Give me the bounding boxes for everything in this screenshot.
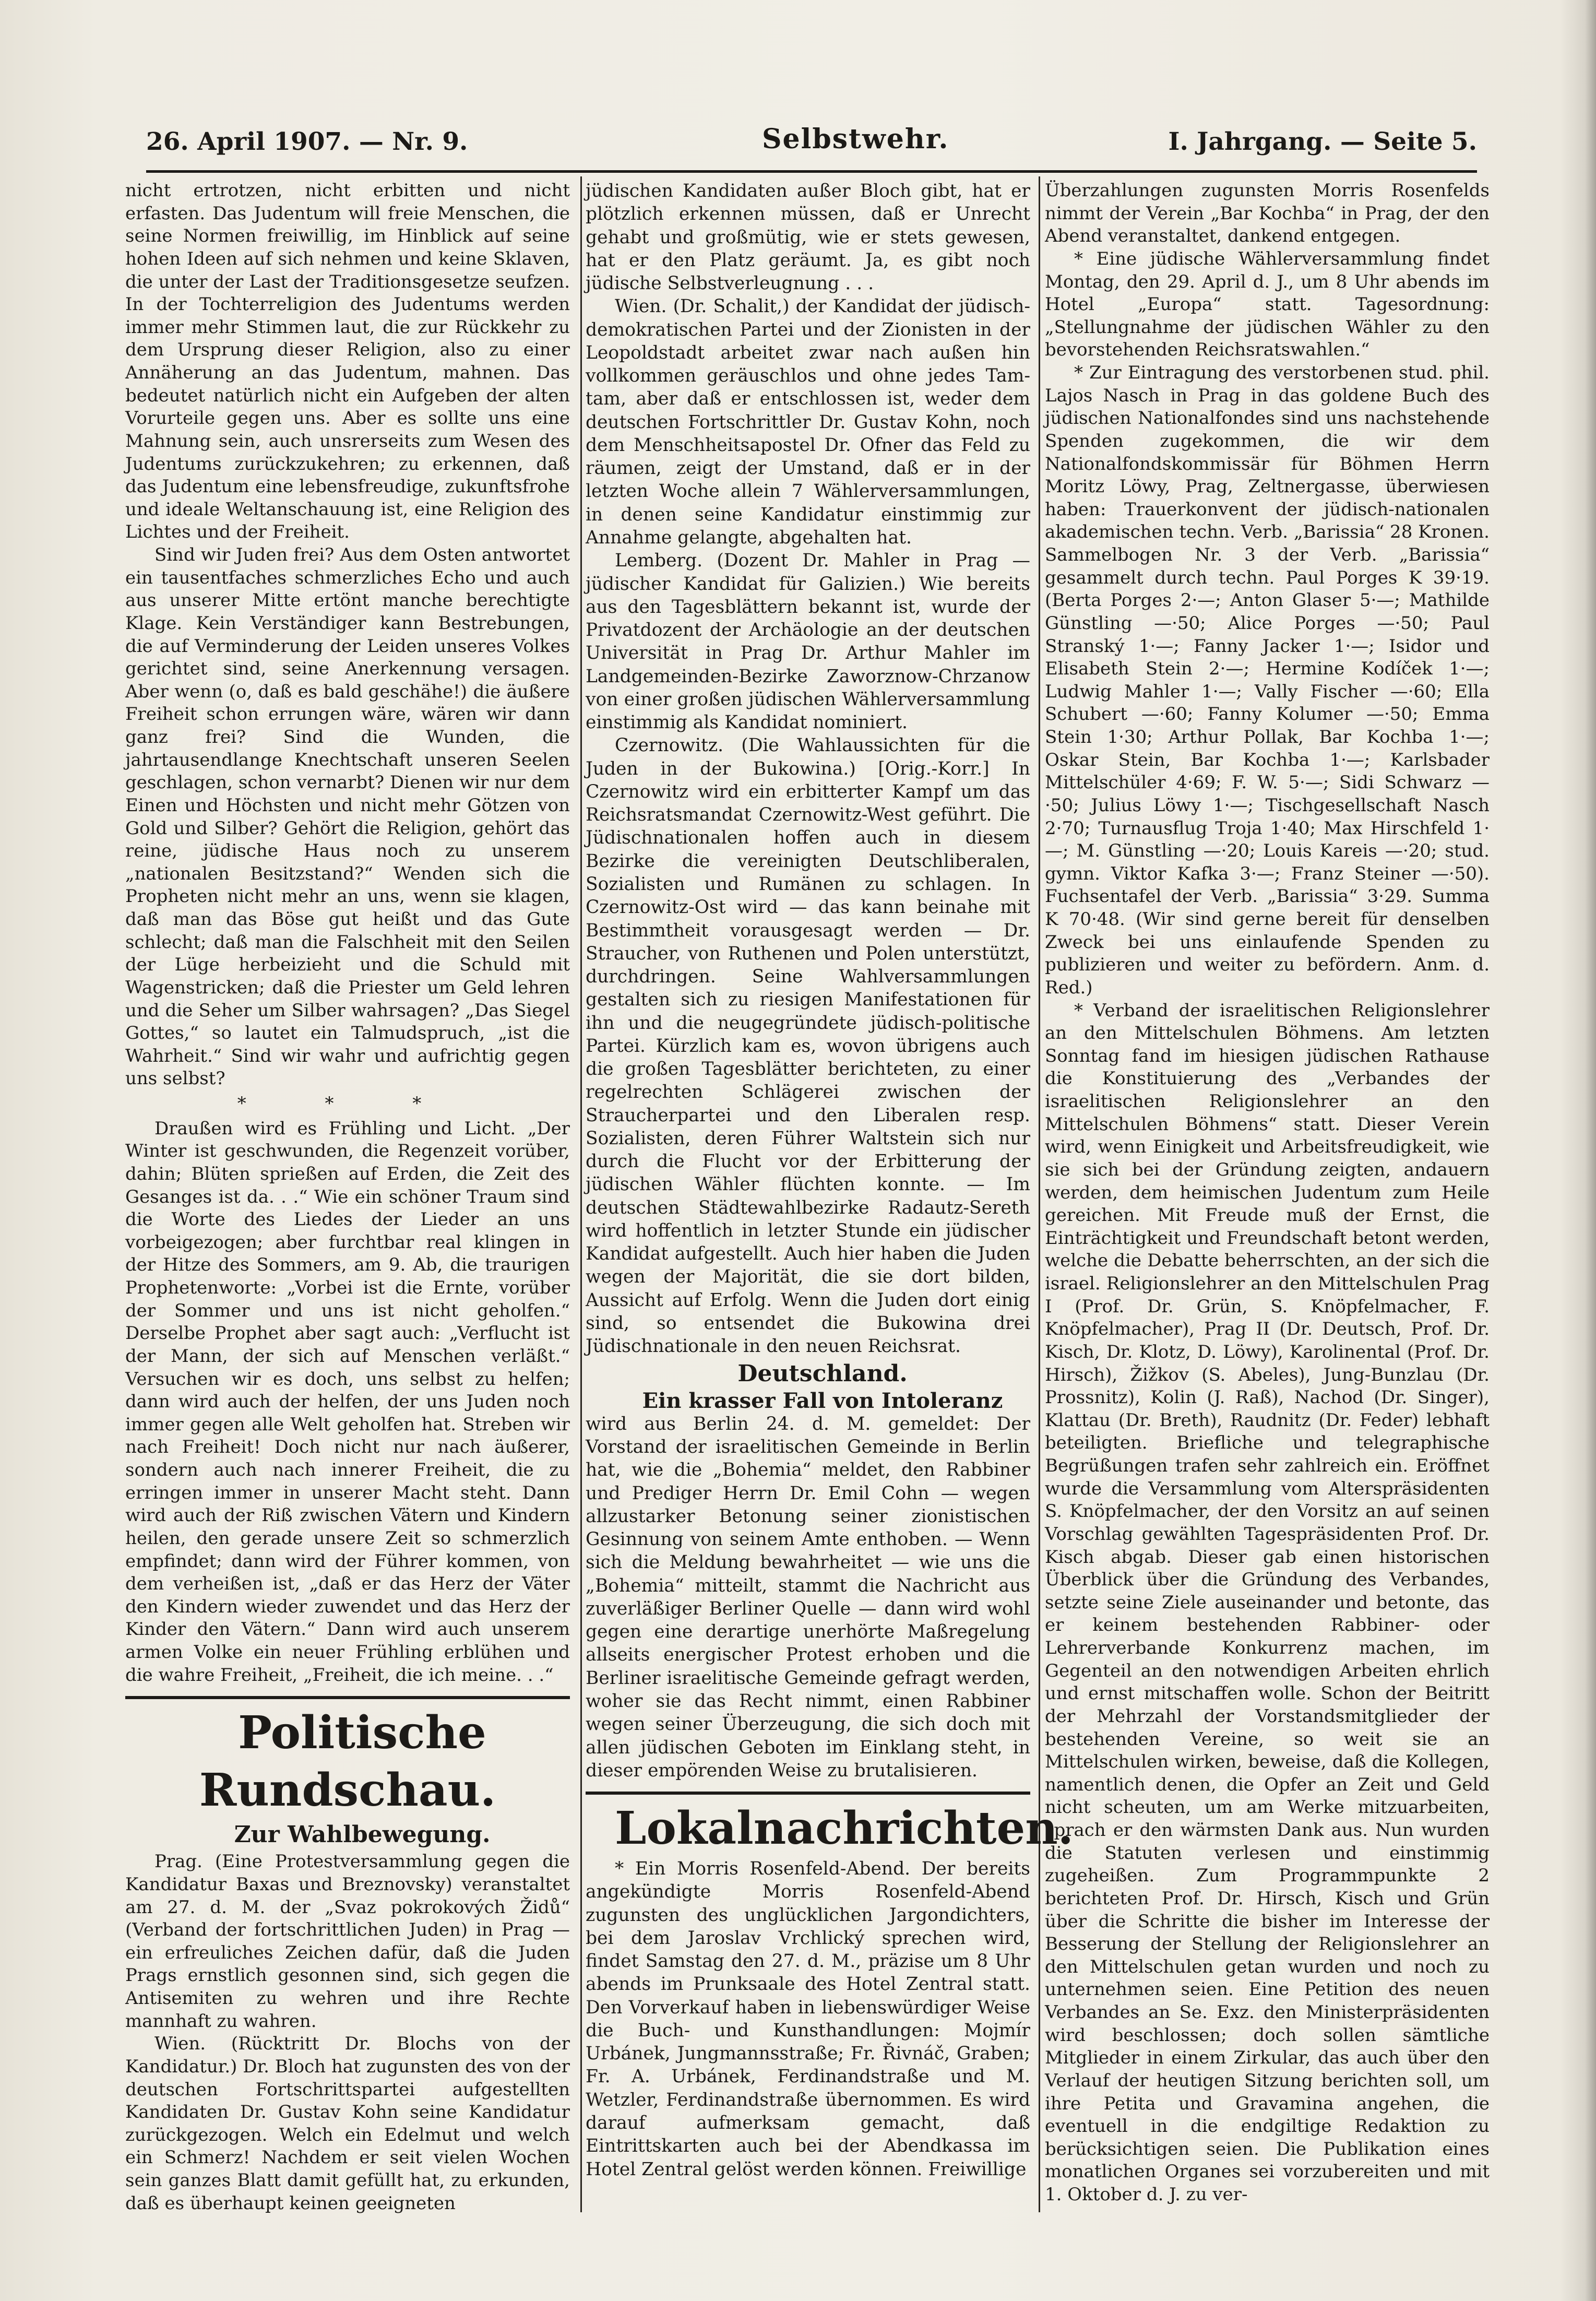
col1-article-text-1: nicht ertrotzen, nicht erbitten und nicht erfasten. Das Judentum will freie Menschen, die seine Normen freiwillig, im Hinblick auf seine hohen Ideen auf sich nehmen und keine Sklaven, die unter der Last der Traditionsgesetze seufzen. In der Tochterreligion des Judentums werden immer mehr Stimmen laut, die zur Rückkehr zu dem Ursprung dieser Religion, also zu einer Annäherung an das Judentum, mahnen. Das bedeutet natürlich nicht ein Aufgeben der alten Vorurteile gegen uns. Aber es sollte uns eine Mahnung sein, auch unsrerseits zum Wesen des Judentums zurückzukehren; zu erkennen, daß das Judentum eine lebensfreudige, zukunftsfrohe und ideale Weltanschauung ist, eine Religion des Lichtes und der Freiheit. bbox=[125, 180, 570, 543]
page-header bbox=[146, 123, 1477, 160]
section-divider bbox=[125, 1696, 570, 1699]
column-3 bbox=[1045, 180, 1490, 2207]
news-item-prag: Prag. (Eine Protestversammlung gegen die Kandidatur Baxas und Breznovsky) veranstaltet am 27. d. M. der „Svaz pokrokových Židů“ (Verband der fortschrittlichen Juden) in Prag — ein erfreuliches Zeichen dafür, daß die Juden Prags ernstlich gesonnen sind, sich gegen die Antisemiten zu wehren und ihre Rechte mannhaft zu wahren. bbox=[125, 1851, 570, 2032]
section-divider-2 bbox=[586, 1792, 1030, 1795]
subsection-title-deutschland: Deutschland. bbox=[737, 1360, 908, 1387]
header-date-issue: 26. April 1907. — Nr. 9. bbox=[146, 127, 468, 156]
news-item-nasch-spenden: * Zur Eintragung des verstorbenen stud. phil. Lajos Nasch in Prag in das goldene Buch des jüdischen Nationalfondes sind uns nachstehende Spenden zugekommen, die wir dem Nationalfondskommissär für Böhmen Herrn Moritz Löwy, Prag, Zeltnergasse, überwiesen haben: Trauerkonvent der jüdisch-nationalen akademischen techn. Verb. „Barissia“ 28 Kronen. Sammelbogen Nr. 3 der Verb. „Barissia“ gesammelt durch techn. Paul Porges K 39·19. (Berta Porges 2·—; Anton Glaser 5·—; Mathilde Günstling —·50; Alice Porges —·50; Paul Stranský 1·—; Fanny Jacker 1·—; Isidor und Elisabeth Stein 2·—; Hermine Kodíček 1·—; Ludwig Mahler 1·—; Vally Fischer —·60; Ella Schubert —·60; Fanny Kolumer —·50; Emma Stein 1·30; Arthur Pollak, Bar Kochba 1·—; Oskar Stein, Bar Kochba 1·—; Karlsbader Mittelschüler 4·69; F. W. 5·—; Sidi Schwarz —·50; Julius Löwy 1·—; Tischgesellschaft Nasch 2·70; Turnausflug Troja 1·40; Max Hirschfeld 1·—; M. Günstling —·20; Louis Kareis —·20; stud. gymn. Viktor Kafka 3·—; Franz Steiner —·50). Fuchsentafel der Verb. „Barissia“ 3·29. Summa K 70·48. (Wir sind gerne bereit für denselben Zweck bei uns einlaufende Spenden zu publizieren und weiter zu befördern. Anm. d. Red.) bbox=[1045, 362, 1490, 998]
subsection-title-wahlbewegung: Zur Wahlbewegung. bbox=[234, 1821, 491, 1848]
page-edge-shadow bbox=[1559, 0, 1596, 2301]
col1-article-text-2: Sind wir Juden frei? Aus dem Osten antwortet ein tausentfaches schmerzliches Echo und auch aus unserer Mitte ertönt manche berechtigte Klage. Kein Verständiger kann Bestrebungen, die auf Verminderung der Leiden unseres Volkes gerichtet sind, seine Anerkennung versagen. Aber wenn (o, daß es bald geschähe!) die äußere Freiheit schon errungen wäre, wären wir dann ganz frei? Sind die Wunden, die jahrtausendlange Knechtschaft unseren Seelen geschlagen, schon vernarbt? Dienen wir nur dem Einen und Höchsten und nicht mehr Götzen von Gold und Silber? Gehört die Religion, gehört das reine, jüdische Haus noch zu unserem „nationalen Besitzstand?“ Wenden sich die Propheten nicht mehr an uns, wenn sie klagen, daß man das Böse gut heißt und das Gute schlecht; daß man die Falschheit mit den Seilen der Lüge herbeizieht und die Schuld mit Wagenstricken; daß die Priester um Geld lehren und die Seher um Silber wahrsagen? „Das Siegel Gottes,“ so lautet ein Talmudspruch, „ist die Wahrheit.“ Sind wir wahr und aufrichtig gegen uns selbst? bbox=[125, 544, 570, 1089]
column-rule-2 bbox=[1039, 176, 1040, 2212]
column-1 bbox=[125, 180, 570, 2215]
news-item-wien-schalit: Wien. (Dr. Schalit,) der Kandidat der jüdisch-demokratischen Partei und der Zionisten in der Leopoldstadt arbeitet zwar nach außen hin vollkommen geräuschlos und ohne jedes Tam-tam, aber daß er entschlossen ist, weder dem deutschen Fortschrittler Dr. Gustav Kohn, noch dem Menschheitsapostel Dr. Ofner das Feld zu räumen, zeigt der Umstand, daß er in der letzten Woche allein 7 Wählerversammlungen, in denen seine Kandidatur einstimmig zur Annahme gelangte, abgehalten hat. bbox=[586, 296, 1030, 548]
col2-continuation: jüdischen Kandidaten außer Bloch gibt, hat er plötzlich erkennen müssen, daß er Unrecht gehabt und großmütig, wie er stets gewesen, hat er den Platz geräumt. Ja, es gibt noch jüdische Selbstverleugnung . . . bbox=[586, 181, 1030, 294]
header-masthead: Selbstwehr. bbox=[762, 123, 949, 155]
news-item-waehlerversammlung: * Eine jüdische Wählerversammlung findet Montag, den 29. April d. J., um 8 Uhr abends im Hotel „Europa“ statt. Tagesordnung: „Stellungnahme der jüdischen Wähler zu den bevorstehenden Reichsratswahlen.“ bbox=[1045, 248, 1490, 361]
section-title-politische-rundschau: Politische Rundschau. bbox=[199, 1706, 496, 1817]
header-rule bbox=[146, 170, 1477, 173]
news-item-lemberg: Lemberg. (Dozent Dr. Mahler in Prag — jüdischer Kandidat für Galizien.) Wie bereits aus den Tagesblättern bekannt ist, wurde der Privatdozent der Archäologie an der deutschen Universität in Prag Dr. Arthur Mahler im Landgemeinden-Bezirke Zaworznow-Chrzanow von einer großen jüdischen Wählerversammlung einstimmig als Kandidat nominiert. bbox=[586, 550, 1030, 733]
header-volume-page: I. Jahrgang. — Seite 5. bbox=[1168, 127, 1477, 156]
col1-article-text-3: Draußen wird es Frühling und Licht. „Der Winter ist geschwunden, die Regenzeit vorüber, dahin; Blüten sprießen auf Erden, die Zeit des Gesanges ist da. . .“ Wie ein schöner Traum sind die Worte des Liedes der Lieder an uns vorbeigezogen; aber furchtbar real klingen in der Hitze des Sommers, am 9. Ab, die traurigen Prophetenworte: „Vorbei ist die Ernte, vorüber der Sommer und uns ist nicht geholfen.“ Derselbe Prophet aber sagt auch: „Verflucht ist der Mann, der sich auf Menschen verläßt.“ Versuchen wir es doch, uns selbst zu helfen; dann wird auch der helfen, der uns Juden noch immer gegen alle Welt geholfen hat. Streben wir nach Freiheit! Doch nicht nur nach äußerer, sondern auch nach innerer Freiheit, die zu erringen immer in unserer Macht steht. Dann wird auch der Riß zwischen Vätern und Kindern heilen, den gerade unsere Zeit so schmerzlich empfindet; dann wird der Führer kommen, von dem verheißen ist, „daß er das Herz der Väter den Kindern wieder zuwendet und das Herz der Kinder den Vätern.“ Dann wird auch unserem armen Volke ein neuer Frühling erblühen und die wahre Freiheit, „Freiheit, die ich meine. . .“ bbox=[125, 1118, 570, 1686]
column-2 bbox=[586, 180, 1074, 2181]
news-item-wien: Wien. (Rücktritt Dr. Blochs von der Kandidatur.) Dr. Bloch hat zugunsten des von der deutschen Fortschrittspartei aufgestellten Kandidaten Dr. Gustav Kohn seine Kandidatur zurückgezogen. Welch ein Edelmut und welch ein Schmerz! Nachdem er seit vielen Wochen sein ganzes Blatt damit gefüllt hat, zu erkunden, daß es überhaupt keinen geeigneten bbox=[125, 2033, 570, 2214]
news-item-czernowitz: Czernowitz. (Die Wahlaussichten für die Juden in der Bukowina.) [Orig.-Korr.] In Czernowitz wird ein erbitterter Kampf um das Reichsratsmandat Czernowitz-West geführt. Die Jüdischnationalen hoffen auch in diesem Bezirke die vereinigten Deutschliberalen, Sozialisten und Rumänen zu schlagen. In Czernowitz-Ost wird — das kann beinahe mit Bestimmtheit vorausgesagt werden — Dr. Straucher, von Ruthenen und Polen unterstützt, durchdringen. Seine Wahlversammlungen gestalten sich zu riesigen Manifestationen für ihn und die neugegründete jüdisch-politische Partei. Kürzlich kam es, wovon übrigens auch die großen Tagesblätter berichteten, zu einer regelrechten Schlägerei zwischen der Straucherpartei und den Liberalen resp. Sozialisten, deren Führer Waltstein sich nur durch die Flucht vor der Erbitterung der jüdischen Wähler flüchten konnte. — Im deutschen Städtewahlbezirke Radautz-Sereth wird hoffentlich in letzter Stunde ein jüdischer Kandidat aufgestellt. Auch hier haben die Juden wegen der Majorität, die sie dort bilden, Aussicht auf Erfolg. Wenn die Juden dort einig sind, so entsendet die Bukowina drei Jüdischnationale in den neuen Reichsrat. bbox=[586, 735, 1030, 1357]
section-stars: * * * bbox=[237, 1093, 458, 1114]
news-item-verband-religionslehrer: * Verband der israelitischen Religionslehrer an den Mittelschulen Böhmens. Am letzten Sonntag fand im hiesigen jüdischen Rathause die Konstituierung des „Verbandes der israelitischen Religionslehrer an den Mittelschulen Böhmens“ statt. Dieser Verein wird, wenn Einigkeit und Arbeitsfreudigkeit, wie sie sich bei der Gründung zeigten, andauern werden, dem heimischen Judentum zum Heile gereichen. Mit Freude muß der Ernst, die Einträchtigkeit und Freundschaft betont werden, welche die Debatte beherrschten, an der sich die israel. Religionslehrer an den Mittelschulen Prag I (Prof. Dr. Grün, S. Knöpfelmacher, F. Knöpfelmacher), Prag II (Dr. Deutsch, Prof. Dr. Kisch, Dr. Klotz, D. Löwy), Karolinental (Prof. Dr. Hirsch), Žižkov (S. Abeles), Jung-Bunzlau (Dr. Prossnitz), Kolin (J. Raß), Nachod (Dr. Singer), Klattau (Dr. Breth), Raudnitz (Dr. Feder) lebhaft beteiligten. Briefliche und telegraphische Begrüßungen trafen sehr zahlreich ein. Eröffnet wurde die Versammlung vom Alterspräsidenten S. Knöpfelmacher, der den Vorsitz an auf seinen Vorschlag gewählten Tagespräsidenten Prof. Dr. Kisch abgab. Dieser gab einen historischen Überblick über die Gründung des Verbandes, setzte seine Ziele auseinander und betonte, das er keinem bestehenden Rabbiner- oder Lehrerverbande Konkurrenz machen, im Gegenteil an den notwendigen Arbeiten ehrlich und ernst mitschaffen wolle. Schon der Beitritt der Mehrzahl der Vorstandsmitglieder der bestehenden Vereine, so weit sie an Mittelschulen wirken, beweise, daß die Kollegen, namentlich denen, die Opfer an Zeit und Geld nicht scheuten, um am Werke mitzuarbeiten, sprach er den wärmsten Dank aus. Nun wurden die Statuten verlesen und einstimmig zugeheißen. Zum Programmpunkte 2 berichteten Prof. Dr. Hirsch, Kisch und Grün über die Schritte die bisher im Interesse der Besserung der Stellung der Religionslehrer an den Mittelschulen getan wurden und noch zu unternehmen seien. Eine Petition des neuen Verbandes an Se. Exz. den Ministerpräsidenten wird beschlossen; doch sollen sämtliche Mitglieder in einem Zirkular, das auch über den Verlauf der heutigen Sitzung berichten soll, um ihre Petita und Gravamina angehen, die eventuell in die endgiltige Redaktion zu berücksichtigen seien. Die Publikation eines monatlichen Organes sei vorzubereiten und mit 1. Oktober d. J. zu ver- bbox=[1045, 1000, 1490, 2205]
news-item-rosenfeld-abend: * Ein Morris Rosenfeld-Abend. Der bereits angekündigte Morris Rosenfeld-Abend zugunsten des unglücklichen Jargondichters, bei dem Jaroslav Vrchlický sprechen wird, findet Samstag den 27. d. M., präzise um 8 Uhr abends im Prunksaale des Hotel Zentral statt. Den Vorverkauf haben in liebenswürdiger Weise die Buch- und Kunsthandlungen: Mojmír Urbánek, Jungmannsstraße; Fr. Řivnáč, Graben; Fr. A. Urbánek, Ferdinandstraße und M. Wetzler, Ferdinandstraße übernommen. Es wird darauf aufmerksam gemacht, daß Eintrittskarten auch bei der Abendkassa im Hotel Zentral gelöst werden können. Freiwillige bbox=[586, 1858, 1030, 2180]
headline-intoleranz: Ein krasser Fall von Intoleranz bbox=[642, 1388, 1003, 1413]
news-item-berlin: wird aus Berlin 24. d. M. gemeldet: Der Vorstand der israelitischen Gemeinde in Berlin hat, wie die „Bohemia“ meldet, den Rabbiner und Prediger Herrn Dr. Emil Cohn — wegen allzustarker Betonung seiner zionistischen Gesinnung von seinem Amte enthoben. — Wenn sich die Meldung bewahrheitet — wie uns die „Bohemia“ mitteilt, stammt die Nachricht aus zuverläßiger Berliner Quelle — dann wird wohl gegen eine derartige unerhörte Maßregelung allseits energischer Protest erhoben und die Berliner israelitische Gemeinde gefragt werden, woher sie das Recht nimmt, einen Rabbiner wegen seiner Überzeugung, die sich doch mit allen jüdischen Geboten im Einklang steht, in dieser empörenden Weise zu brutalisieren. bbox=[586, 1413, 1030, 1781]
col3-continuation: Überzahlungen zugunsten Morris Rosenfelds nimmt der Verein „Bar Kochba“ in Prag, der den Abend veranstaltet, dankend entgegen. bbox=[1045, 180, 1490, 247]
column-rule-1 bbox=[580, 176, 582, 2212]
section-title-lokalnachrichten: Lokalnachrichten. bbox=[615, 1802, 1074, 1855]
